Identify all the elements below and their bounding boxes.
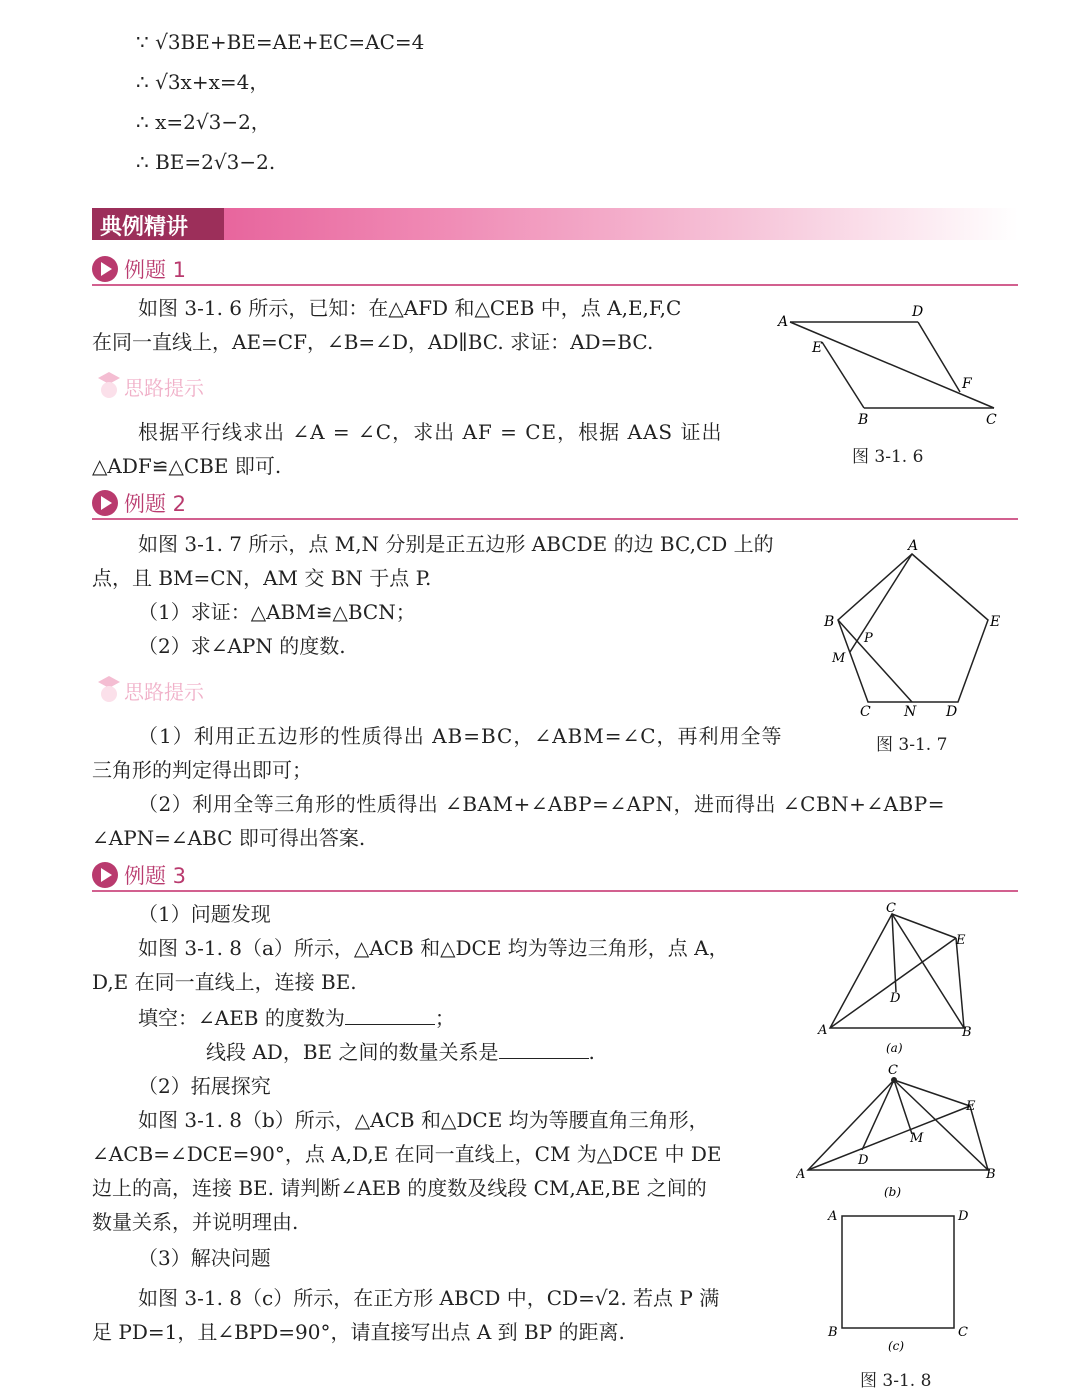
point-label: A [796,1167,806,1182]
point-label: A [908,538,919,554]
ex3-line-10: 数量关系，并说明理由. [92,1210,299,1234]
proof-line-2: ∴ √3x+x=4， [136,70,270,94]
divider [92,890,1018,892]
figure-caption: 图 3-1. 7 [876,735,948,755]
ex1-line-1: 如图 3-1. 6 所示，已知：在△AFD 和△CEB 中，点 A,E,F,C [138,296,682,320]
hint-label: 思路提示 [124,376,204,400]
graduate-icon [96,370,122,400]
point-label: N [904,704,917,718]
figure-3-1-7 [820,538,1010,718]
ex3-line-11: （3）解决问题 [138,1246,271,1270]
point-label: P [864,631,873,646]
play-icon [92,490,118,516]
point-label: E [956,933,966,948]
ex3-line-1: （1）问题发现 [138,902,271,926]
point-label: M [910,1131,924,1146]
ex1-hint-line-2: △ADF≌△CBE 即可. [92,454,282,478]
graduate-icon [96,674,122,704]
fill-label: 填空：∠AEB 的度数为 [138,1006,345,1030]
ex2-line-2: 点，且 BM=CN，AM 交 BN 于点 P. [92,566,432,590]
ex3-line-3: D,E 在同一直线上，连接 BE. [92,970,357,994]
ex3-line-8: ∠ACB=∠DCE=90°，点 A,D,E 在同一直线上，CM 为△DCE 中 DE [92,1142,722,1166]
example-1-header [92,254,1018,284]
ex3-line-9: 边上的高，连接 BE. 请判断∠AEB 的度数及线段 CM,AE,BE 之间的 [92,1176,707,1200]
figure-3-1-6 [772,300,1012,435]
point-label: F [962,376,972,392]
divider [92,518,1018,520]
point-label: M [832,651,846,666]
point-label: A [778,314,789,330]
fill-end: . [588,1040,595,1064]
ex1-line-2: 在同一直线上，AE=CF，∠B=∠D，AD∥BC. 求证：AD=BC. [92,330,654,354]
point-label: A [828,1209,838,1224]
answer-blank [499,1040,589,1059]
ex2-hint-line-2: 三角形的判定得出即可； [92,758,312,782]
figure-3-1-8b [796,1062,996,1202]
ex2-line-4: （2）求∠APN 的度数. [138,634,346,658]
point-label: D [958,1209,969,1224]
figure-3-1-8c [822,1204,982,1354]
play-icon [92,256,118,282]
ex2-hint-line-4: ∠APN=∠ABC 即可得出答案. [92,826,366,850]
divider [92,284,1018,286]
point-label: C [888,1063,898,1078]
section-title: 典例精讲 [100,215,189,240]
point-label: C [986,412,997,428]
ex2-hint-line-3: （2）利用全等三角形的性质得出 ∠BAM+∠ABP=∠APN，进而得出 ∠CBN+∠ABP= [138,792,945,816]
example-2-label: 例题 2 [124,492,187,516]
ex2-line-1: 如图 3-1. 7 所示，点 M,N 分别是正五边形 ABCDE 的边 BC,CD 上的 [138,532,774,556]
ex3-fill-2 [206,1038,595,1066]
fill-label: 线段 AD，BE 之间的数量关系是 [206,1040,499,1064]
section-banner [92,208,1018,240]
proof-line-4: ∴ BE=2√3−2. [136,150,276,174]
figure-3-1-8a [810,900,980,1060]
play-icon [92,862,118,888]
ex3-line-12: 如图 3-1. 8（c）所示，在正方形 ABCD 中，CD=√2. 若点 P 满 [138,1286,720,1310]
point-label: D [946,704,958,718]
ex1-hint-line-1: 根据平行线求出 ∠A = ∠C，求出 AF = CE，根据 AAS 证出 [138,420,723,444]
point-label: C [958,1325,968,1340]
point-label: B [858,412,869,428]
ex3-line-13: 足 PD=1，且∠BPD=90°，请直接写出点 A 到 BP 的距离. [92,1320,625,1344]
point-label: C [860,704,871,718]
fill-end: ； [434,1006,455,1030]
proof-line-3: ∴ x=2√3−2， [136,110,271,134]
figure-caption: 图 3-1. 8 [860,1371,932,1391]
ex2-hint-line-1: （1）利用正五边形的性质得出 AB=BC，∠ABM=∠C，再利用全等 [138,724,783,748]
example-2-header [92,488,1018,518]
hint-1 [92,368,272,404]
point-label: D [890,991,901,1006]
subfigure-label: (c) [888,1339,905,1353]
ex2-line-3: （1）求证：△ABM≌△BCN； [138,600,416,624]
ex3-line-6: （2）拓展探究 [138,1074,271,1098]
point-label: B [824,614,835,630]
point-label: E [812,340,823,356]
point-label: B [986,1167,996,1182]
point-label: E [966,1099,976,1114]
point-label: E [990,614,1001,630]
point-label: C [886,901,896,916]
answer-blank [345,1006,435,1025]
ex3-line-2: 如图 3-1. 8（a）所示，△ACB 和△DCE 均为等边三角形，点 A， [138,936,729,960]
point-label: A [818,1023,828,1038]
example-3-label: 例题 3 [124,864,187,888]
ex3-fill-1 [138,1004,455,1032]
point-label: D [858,1153,869,1168]
point-label: B [962,1025,972,1040]
proof-line-1: ∵ √3BE+BE=AE+EC=AC=4 [136,30,425,54]
example-3-header [92,860,1018,890]
hint-label: 思路提示 [124,680,204,704]
hint-2 [92,672,272,708]
subfigure-label: (a) [886,1041,903,1055]
subfigure-label: (b) [884,1185,902,1199]
figure-caption: 图 3-1. 6 [852,447,924,467]
point-label: B [828,1325,838,1340]
ex3-line-7: 如图 3-1. 8（b）所示，△ACB 和△DCE 均为等腰直角三角形， [138,1108,709,1132]
example-1-label: 例题 1 [124,258,187,282]
point-label: D [912,304,924,320]
